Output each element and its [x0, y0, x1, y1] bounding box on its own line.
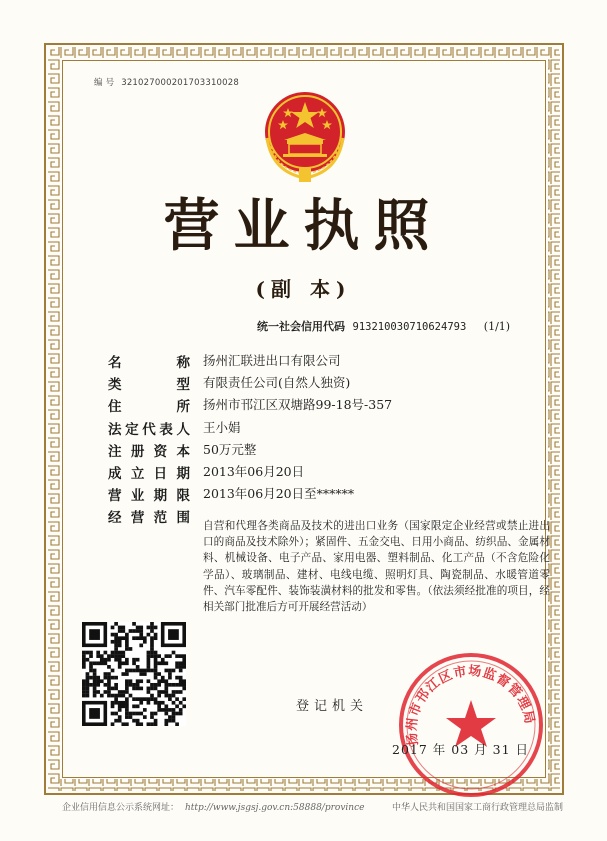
field-label: 营业期限 — [108, 488, 190, 505]
field-value: 2013年06月20日 — [203, 463, 305, 479]
qr-code[interactable] — [82, 622, 186, 726]
fields-list — [108, 351, 538, 529]
field-label: 注册资本 — [108, 443, 190, 460]
serial-value: 321027000201703310028 — [121, 78, 239, 88]
seal-text: 扬州市邗江区市场监督管理局 — [404, 663, 537, 747]
field-row-name — [108, 351, 538, 373]
credit-code-page: (1/1) — [483, 320, 511, 333]
footer-url-label: 企业信用信息公示系统网址： — [62, 803, 180, 813]
footer-url[interactable]: http://www.jsgsj.gov.cn:58888/province — [185, 803, 365, 813]
field-value: 有限责任公司(自然人独资) — [203, 375, 351, 391]
serial-number — [94, 76, 239, 88]
footer-left — [62, 800, 364, 813]
issue-date: 2017 年 03 月 31 日 — [392, 742, 529, 757]
field-value: 2013年06月20日至****** — [203, 486, 355, 502]
field-row-type — [108, 373, 538, 395]
serial-label: 编 号 — [94, 78, 115, 88]
field-row-established — [108, 462, 538, 484]
registration-authority-label: 登记机关 — [296, 699, 369, 714]
field-label: 名称 — [108, 355, 190, 371]
field-label: 类型 — [108, 377, 190, 394]
field-label: 经营范围 — [108, 510, 190, 527]
credit-code-value: 913210030710624793 — [352, 321, 467, 333]
field-row-legal-rep — [108, 418, 538, 440]
national-emblem-icon — [258, 86, 352, 184]
credit-code-label: 统一社会信用代码 — [257, 320, 345, 333]
official-seal-icon — [396, 650, 546, 800]
field-row-term — [108, 484, 538, 506]
business-scope-text: 自营和代理各类商品及技术的进出口业务（国家限定企业经营或禁止进出口的商品及技术除外）；紧固件、五金交电、日用小商品、纺织品、金属材料、机械设备、电子产品、家用电器、塑料制品、化工产品（不含危险化学品）、玻璃制品、建材、电线电缆、照明灯具、陶瓷制品、水暖管道零件、汽车零配件、装饰装潢材料的批发和零售。（依法须经批准的项目，经相关部门批准后方可开展经营活动） — [203, 520, 550, 614]
field-row-capital — [108, 440, 538, 462]
credit-code — [257, 318, 510, 334]
document-title: 营业执照 — [163, 193, 444, 259]
field-value: 扬州市邗江区双塘路99-18号-357 — [203, 397, 393, 413]
field-label: 成立日期 — [108, 465, 190, 482]
footer-supervisor: 中华人民共和国国家工商行政管理总局监制 — [391, 803, 563, 813]
document-subtitle: (副 本) — [255, 277, 352, 301]
field-label: 法定代表人 — [108, 421, 190, 438]
field-row-address — [108, 395, 538, 417]
field-value: 扬州汇联进出口有限公司 — [203, 353, 341, 368]
field-value: 王小娟 — [203, 419, 241, 435]
field-label: 住所 — [108, 399, 190, 416]
field-value: 50万元整 — [203, 441, 257, 457]
